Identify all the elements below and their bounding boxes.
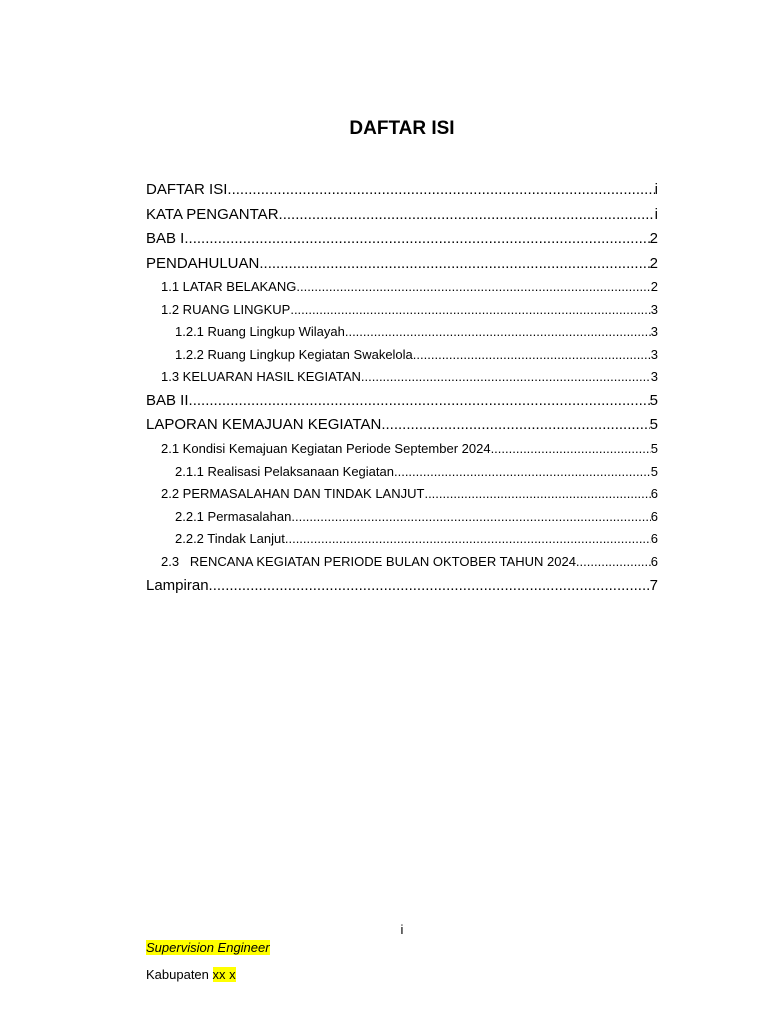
toc-entry-page: 5 bbox=[649, 391, 658, 409]
toc-entry[interactable] bbox=[146, 276, 658, 299]
footer-location bbox=[146, 967, 236, 982]
toc-entry-page: 6 bbox=[650, 486, 658, 502]
toc-entry-label: 1.1 LATAR BELAKANG bbox=[161, 279, 297, 294]
toc-dot-leader bbox=[394, 461, 651, 484]
toc-entry-label: BAB I bbox=[146, 230, 185, 247]
toc-entry-label: Lampiran bbox=[146, 576, 209, 594]
toc-entry-label: 1.2.1 Ruang Lingkup Wilayah bbox=[175, 324, 345, 340]
footer-role-text: Supervision Engineer bbox=[146, 940, 270, 955]
toc-dot-leader bbox=[209, 574, 650, 599]
toc-entry[interactable] bbox=[146, 574, 658, 599]
toc-entry-page: 2 bbox=[649, 230, 658, 247]
toc-entry-page: 3 bbox=[650, 301, 658, 317]
page-title: DAFTAR ISI bbox=[349, 118, 455, 139]
toc-entry[interactable] bbox=[146, 413, 658, 438]
toc-entry-page: i bbox=[654, 205, 658, 223]
toc-entry-label: LAPORAN KEMAJUAN KEGIATAN bbox=[146, 416, 382, 434]
toc-entry-label: 2.2.2 Tindak Lanjut bbox=[175, 531, 285, 547]
toc-dot-leader bbox=[345, 321, 651, 344]
toc-entry-label: 2.1.1 Realisasi Pelaksanaan Kegiatan bbox=[175, 463, 394, 479]
footer-location-value: xx x bbox=[212, 967, 236, 982]
toc-entry-page: 5 bbox=[649, 416, 658, 434]
toc-entry-label: DAFTAR ISI bbox=[146, 181, 228, 198]
toc-entry-label: 1.3 KELUARAN HASIL KEGIATAN bbox=[161, 369, 361, 385]
toc-dot-leader bbox=[291, 506, 650, 529]
toc-entry-label: KATA PENGANTAR bbox=[146, 205, 279, 223]
toc-dot-leader bbox=[184, 227, 649, 252]
toc-entry[interactable] bbox=[146, 483, 658, 506]
table-of-contents bbox=[146, 178, 658, 598]
toc-dot-leader bbox=[576, 551, 651, 574]
toc-entry-label: 1.2 RUANG LINGKUP bbox=[161, 301, 291, 317]
toc-dot-leader bbox=[424, 483, 650, 506]
toc-entry-page: i bbox=[654, 181, 658, 198]
toc-entry[interactable] bbox=[146, 551, 658, 574]
toc-entry-label: 2.2.1 Permasalahan bbox=[175, 508, 292, 524]
toc-dot-leader bbox=[189, 389, 650, 414]
toc-entry[interactable] bbox=[146, 178, 658, 203]
toc-dot-leader bbox=[361, 366, 651, 389]
toc-entry-page: 3 bbox=[650, 346, 658, 362]
toc-entry[interactable] bbox=[146, 252, 658, 277]
toc-entry[interactable] bbox=[146, 299, 658, 322]
toc-entry-page: 3 bbox=[650, 369, 658, 385]
toc-entry-page: 7 bbox=[649, 576, 658, 594]
toc-entry[interactable] bbox=[146, 321, 658, 344]
toc-entry[interactable] bbox=[146, 438, 658, 461]
toc-entry-page: 5 bbox=[650, 440, 658, 456]
toc-entry-label: 2.2 PERMASALAHAN DAN TINDAK LANJUT bbox=[161, 486, 425, 502]
toc-entry-page: 2 bbox=[649, 254, 658, 272]
toc-entry-label: 2.1 Kondisi Kemajuan Kegiatan Periode September 2024 bbox=[161, 440, 491, 456]
footer-role bbox=[146, 940, 270, 955]
toc-dot-leader bbox=[413, 344, 651, 367]
page-number: i bbox=[400, 922, 404, 937]
toc-entry-page: 3 bbox=[650, 324, 658, 340]
toc-dot-leader bbox=[227, 178, 654, 203]
toc-dot-leader bbox=[290, 299, 650, 322]
toc-entry-page: 5 bbox=[650, 463, 658, 479]
toc-entry[interactable] bbox=[146, 528, 658, 551]
toc-entry[interactable] bbox=[146, 389, 658, 414]
toc-entry-page: 6 bbox=[650, 553, 658, 569]
toc-entry[interactable] bbox=[146, 461, 658, 484]
toc-entry[interactable] bbox=[146, 203, 658, 228]
toc-entry[interactable] bbox=[146, 344, 658, 367]
toc-entry-page: 2 bbox=[650, 279, 658, 294]
toc-dot-leader bbox=[296, 276, 650, 299]
toc-entry[interactable] bbox=[146, 227, 658, 252]
toc-entry-page: 6 bbox=[650, 531, 658, 547]
toc-dot-leader bbox=[259, 252, 649, 277]
footer-location-prefix: Kabupaten bbox=[146, 967, 213, 982]
toc-entry-label: BAB II bbox=[146, 391, 189, 409]
toc-entry[interactable] bbox=[146, 506, 658, 529]
toc-dot-leader bbox=[279, 203, 655, 228]
toc-dot-leader bbox=[285, 528, 651, 551]
toc-entry-label: 2.3 RENCANA KEGIATAN PERIODE BULAN OKTOBER TAHUN 2024 bbox=[161, 553, 576, 569]
toc-entry-label: 1.2.2 Ruang Lingkup Kegiatan Swakelola bbox=[175, 346, 413, 362]
toc-entry-page: 6 bbox=[650, 508, 658, 524]
toc-entry-label: PENDAHULUAN bbox=[146, 254, 260, 272]
toc-dot-leader bbox=[381, 413, 649, 438]
toc-entry[interactable] bbox=[146, 366, 658, 389]
toc-dot-leader bbox=[491, 438, 651, 461]
